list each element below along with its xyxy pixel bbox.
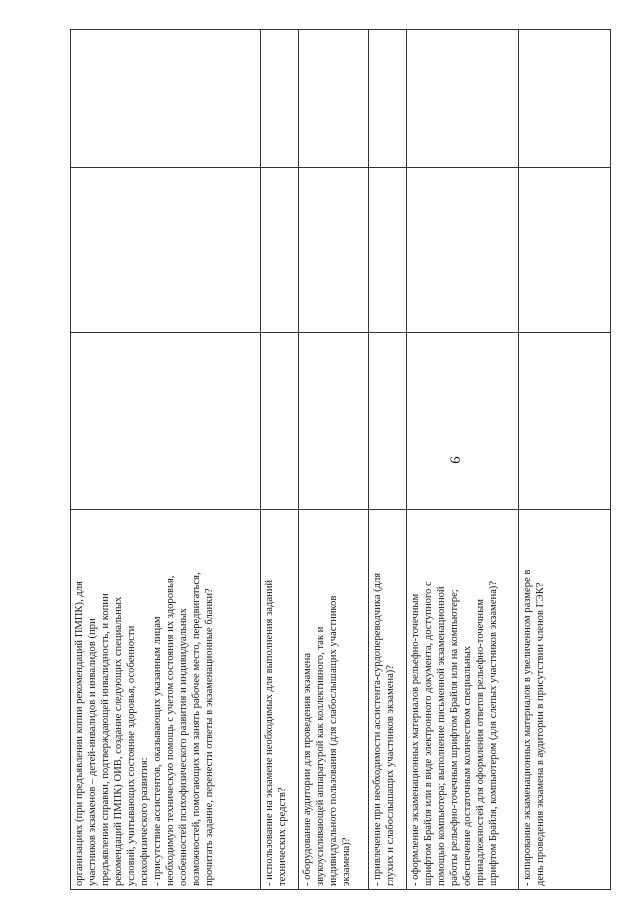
empty-cell — [369, 168, 407, 333]
empty-cell — [71, 333, 261, 510]
text-line: - копирование экзаменационных материалов в увеличенном размере в — [522, 569, 533, 886]
text-line: рекомендаций ПМПК) ОИВ, создание следующих специальных — [113, 596, 124, 886]
text-line: технических средств? — [277, 787, 288, 886]
text-line: особенностей психофизического развития и индивидуальных — [178, 608, 189, 886]
empty-cell — [299, 333, 369, 510]
rotated-table-container — [70, 30, 610, 890]
text-line: день проведения экзамена в аудитории в присутствии членов ГЭК? — [535, 582, 546, 886]
text-line: организациях (при предъявлении копии рекомендаций ПМПК), для — [74, 581, 85, 886]
text-line: шрифтом Брайля, компьютером (для слепых участников экзамена)? — [488, 580, 499, 886]
text-line: экзамена)? — [341, 837, 352, 886]
empty-cell — [261, 168, 299, 333]
text-line: возможностей, помогающих им занять рабочее место, передвигаться, — [191, 572, 202, 886]
text-line: принадлежностей для оформления ответов рельефно-точечным — [475, 599, 486, 886]
empty-cell — [369, 333, 407, 510]
text-line: прочитать задание, перенести ответы в экзаменационные бланки? — [204, 588, 215, 886]
text-line: - оборудование аудитории для проведения экзамена — [302, 653, 313, 886]
text-line: необходимую техническую помощь с учетом состояния их здоровья, — [165, 575, 176, 886]
table-row — [71, 30, 261, 890]
empty-cell — [519, 168, 611, 333]
table-row — [407, 30, 519, 890]
empty-cell — [407, 168, 519, 333]
empty-cell — [261, 333, 299, 510]
text-line: обеспечение достаточным количеством специальных — [462, 646, 473, 886]
text-line: - использование на экзамене необходимых для выполнения заданий — [264, 579, 275, 886]
question-cell — [369, 510, 407, 890]
empty-cell — [71, 168, 261, 333]
empty-cell — [299, 30, 369, 168]
empty-cell — [71, 30, 261, 168]
empty-cell — [407, 30, 519, 168]
question-cell — [407, 510, 519, 890]
page-number: 9 — [446, 456, 463, 464]
empty-cell — [299, 168, 369, 333]
text-line: - привлечение при необходимости ассистента-сурдопереводчика (для — [372, 572, 383, 886]
text-line: предъявлении справки, подтверждающей инвалидность, и копии — [100, 593, 111, 886]
text-line: условий, учитывающих состояние здоровья, особенности — [126, 625, 137, 886]
checklist-table — [70, 29, 611, 890]
text-line: - оформление экзаменационных материалов рельефно-точечным — [410, 593, 421, 886]
question-cell — [71, 510, 261, 890]
text-line: звукоусиливающей аппаратурой как коллективного, так и — [315, 626, 326, 886]
text-line: работы рельефно-точечным шрифтом Брайля или на компьютере; — [449, 589, 460, 886]
table-row — [261, 30, 299, 890]
table-row — [299, 30, 369, 890]
text-line: индивидуального пользования (для слабослышащих участников — [328, 595, 339, 886]
empty-cell — [261, 30, 299, 168]
text-line: участников экзаменов – детей-инвалидов и инвалидов (при — [87, 618, 98, 886]
question-cell — [261, 510, 299, 890]
table-row — [369, 30, 407, 890]
empty-cell — [519, 30, 611, 168]
text-line: - присутствие ассистентов, оказывающих указанным лицам — [152, 616, 163, 886]
empty-cell — [519, 333, 611, 510]
text-line: помощью компьютера; выполнение письменной экзаменационной — [436, 586, 447, 886]
table-row — [519, 30, 611, 890]
text-line: психофизического развития: — [139, 757, 150, 886]
question-cell — [519, 510, 611, 890]
empty-cell — [369, 30, 407, 168]
empty-cell — [407, 333, 519, 510]
text-line: шрифтом Брайля или в виде электронного документа, доступного с — [423, 581, 434, 886]
question-cell — [299, 510, 369, 890]
text-line: глухих и слабослышащих участников экзамена)? — [385, 665, 396, 886]
